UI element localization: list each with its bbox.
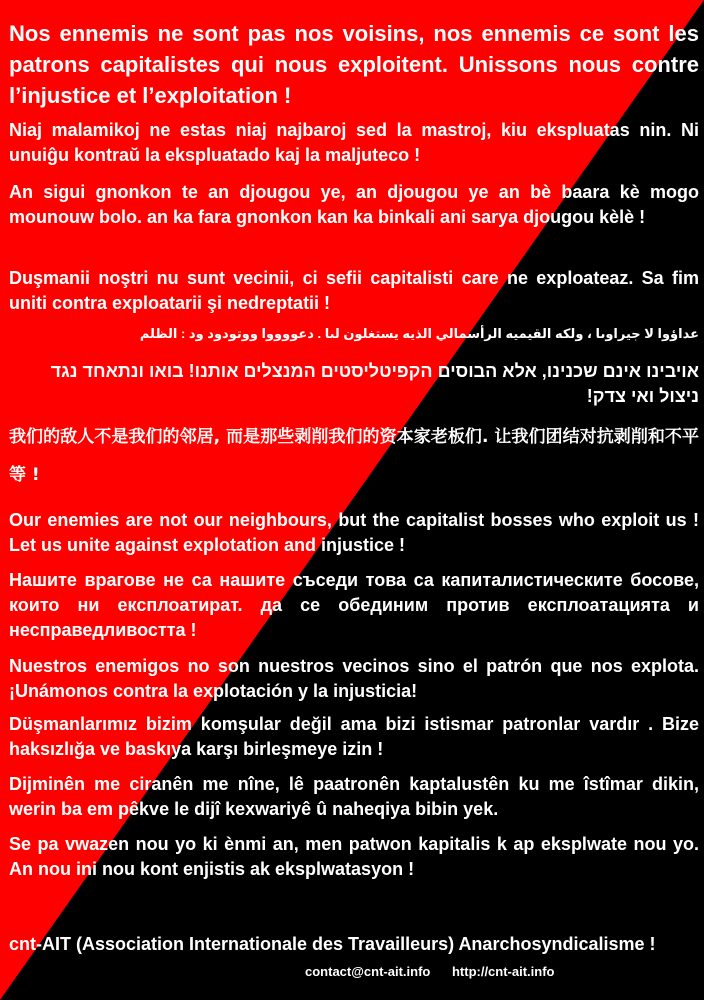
paragraph-english: Our enemies are not our neighbours, but the capitalist bosses who exploit us ! Let us unite against explotation and injustice ! xyxy=(9,510,699,555)
footer-contact xyxy=(305,964,635,979)
paragraph-spanish: Nuestros enemigos no son nuestros vecinos sino el patrón que nos explota. ¡Unámonos contra la explotación y la injusticia! xyxy=(9,656,699,701)
footer-organization: cnt-AIT (Association Internationale des Travailleurs) Anarchosyndicalisme ! xyxy=(9,934,656,954)
paragraph-romanian: Duşmanii noştri nu sunt vecinii, ci sefii capitalisti care ne exploateaz. Sa fim uniti contra exploatarii şi nedreptatii ! xyxy=(9,268,699,313)
footer-website-link[interactable]: http://cnt-ait.info xyxy=(451,964,555,979)
paragraph-bulgarian: Нашите врагове не са нашите съседи това са капиталистическите босове, които ни експлоатират. да се обединим против експлоатацията и несправедливостта ! xyxy=(9,570,699,640)
paragraph-turkish: Düşmanlarımız bizim komşular değil ama bizi istismar patronlar vardır . Bize haksızlığa ve baskıya karşı birleşmeye izin ! xyxy=(9,714,699,759)
paragraph-chinese: 我们的敌人不是我们的邻居, 而是那些剥削我们的资本家老板们. 让我们团结对抗剥削和不平 等 ! xyxy=(9,427,699,485)
paragraph-bambara: An sigui gnonkon te an djougou ye, an djougou ye an bè baara kè mogo mounouw bolo. an ka fara gnonkon kan ka binkali ani sarya djougou kèlè ! xyxy=(9,182,699,227)
paragraph-arabic: عداؤوا لا جيراوىا ، ولكه القيميه الرأسمالي الذيه يستغلون لىا . دعووووا ووتودود ود : الظلم xyxy=(139,326,699,341)
footer-email-link[interactable]: contact@cnt-ait.info xyxy=(305,964,431,979)
paragraph-french: Nos ennemis ne sont pas nos voisins, nos ennemis ce sont les patrons capitalistes qui nous exploitent. Unissons nous contre l’injustice et l’exploitation ! xyxy=(9,21,699,108)
paragraph-kurdish: Dijminên me ciranên me nîne, lê paatronên kaptalustên ku me îstîmar dikin, werin ba em pêkve le dijî kexwariyê û naheqiya bibin yek. xyxy=(9,774,699,819)
paragraph-haitian-creole: Se pa vwazen nou yo ki ènmi an, men patwon kapitalis k ap eksplwate nou yo. An nou ini nou kont enjistis ak eksplwatasyon ! xyxy=(9,834,699,879)
paragraph-hebrew: אויבינו אינם שכנינו, אלא הבוסים הקפיטליסטים המנצלים אותנו! בואו ונתאחד נגד ניצול ואי צדק! xyxy=(50,361,699,406)
paragraph-esperanto: Niaj malamikoj ne estas niaj najbaroj sed la mastroj, kiu ekspluatas nin. Ni unuiĝu kontraŭ la ekspluatado kaj la maljuteco ! xyxy=(9,120,699,165)
